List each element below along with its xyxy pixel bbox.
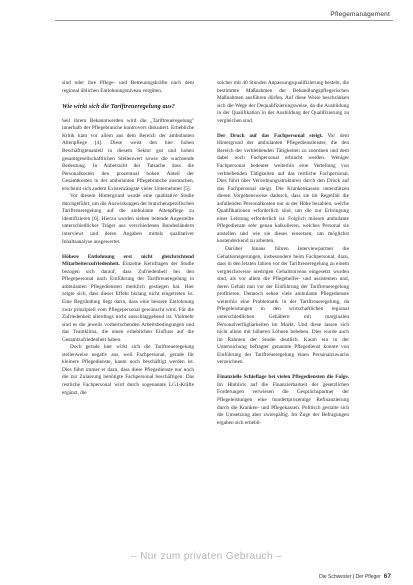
paragraph: Darüber hinaus führen Interviewpartner die Gehaltssteigerungen, insbesondere beim Fachpersonal, dazu, dass in den letzten Jahren vor der Tariftreueregelung zu einem vergleichsweise niedrigen Gehaltsniveau eingesetzt wurden sind, als vor allem die Pflegehelfer- und assistenten und, deren Gehalt nun vor der Einführung der Tariftreueregelung profitieren. Dennoch sehen viele ambulante Pflegedienste weiterhin eine Problematik in der Tariftreueregelung, da Pflegeleistungen in den wirtschaftlichen regional unterschiedlichen Gehältern mit marginalen Personalverfügbarkeiten im Markt. Und diese lassen sich nicht allein mit höheren Löhnen beheben. Dies wurde auch im Rahmen der Studie deutlich. Kaum ein in der Untersuchung befragter genannte Pflegedienst konnte von Einführung der Tariftreueregelung einen Personalzuwachs verzeichnen. [217,246,349,366]
paragraph: Vor diesem Hintergrund wurde eine qualitative Studie durchgeführt, um die Auswirkungen der branchenspezifischen Tariftreueregelung auf die ambulante Altenpflege zu identifizieren [6]. Hierzu wurden sieben leitende Angestellte unterschiedlicher Träger aus verschiedenen Bundesländern interviewt und deren Angaben mittels qualitativer Inhaltsanalyse ausgewertet. [62,193,194,245]
paragraph-lead: Höhere Entlohnung erst nicht gleichrichtend Mitarbeiterzufriedenheit. [62,253,194,268]
header-rule [55,20,393,21]
paragraph-lead: Finanzielle Schieflage bei vielen Pflegediensten die Folge. [217,374,349,381]
paragraph-with-lead [217,374,349,427]
paragraph-body: Einzelne Kernfragen der Studie bezogen sich darauf, dass Zufriedenheit bei den Pflegepersonal nach Einführung der Tariftreueregelung in ambulanten Pflegediensten merklich gestiegen hat. Hier zeigte sich, dass dieser Effekt bislang nicht eingetreten ist. Eine Begründung liegt darin, dass eine bessere Entlohnung zwar prinzipiell vom Pflegepersonal gewünscht wird. Für die Zufriedenheit allerdings nicht ausschlaggebend ist. Vielmehr sind es die jeweils vorherrschenden Arbeitsbedingungen und das Teamklima, die einen erheblichen Einfluss auf die Gesamtzufriedenheit haben. [62,261,194,343]
paragraph-body: Vor dem Hintergrund der ambulanten Pflegedienstleister, die den Bereich der verbleibenden Tätigkeiten zu zuordnen und dem dabei noch Fachpersonal erbracht werden. Weniger Fachpersonal bedeutet weiterhin eine Verteilung von verbleibenden Tätigkeiten auf das restliche Fachpersonal. Dies führt über Verordnungsstrukturen durch den Druck auf das Fachpersonal steigt. Die Krankenkassen unterstützen diesen Vorgehensweise dadurch, dass sie im Regelfall die anfallenden Personalkosten nur in der Höhe bezahlen, welche Qualifikationen erforderlich sind, um die zur Erbringung einer Leistung erforderlich ist. Folglich müssen ambulante Pflegedienste sehr genau kalkulieren, welches Personal sie anstellen und wie sie dieses einsetzen, um möglichst kostendeckend zu arbeiten. [217,132,349,245]
paragraph-with-lead [217,133,349,246]
paragraph: Seit ihrem Bekanntwerden wird die „Tariftreueregelung" innerhalb der Pflegebranche kontrovers diskutiert. Erhebliche Kritik kam vor allem aus dem Bereich der ambulanten Altenpflege [4]. Diese weist den hier hohen Beschäftigtenanteil in diesem Sektor gut und hohen gesamtgesellschaftlichen Stellenwert sowie die wachsende Bedeutung. In Anbetracht der Tatsache dass die Personalkosten den prozentual hohen Anteil der Gesamtkosten in der ambulanten Pflegebranche ausmachen, erscheint sich zudem Existenzängste vieler Unternehmer [5]. [62,117,194,192]
paragraph-with-lead [62,254,194,345]
paragraph-lead: Der Druck auf das Fachpersonal steigt. [217,132,323,139]
watermark: – Nur zum privaten Gebrauch – [130,551,283,562]
page-number: 67 [383,573,391,580]
right-column [217,80,349,427]
left-column [62,80,194,397]
section-label: Pflegemanagement [330,11,390,18]
page-footer [319,573,391,580]
paragraph: Doch gerade hier wirkt sich die Tariftreueregelung stellenweise negativ aus, weil Fachpersonal, gerade für kleinere Pflegedienste, kaum noch beschäftigt werden ist. Dies führt immer er dazu, dass diese Pflegedienste nur noch die zur Zulassung benötigte Fachpersonal beschäftigen. Das restliche Fachpersonal wird durch sogenannte LG1-Kräfte ergänzt, die [62,344,194,396]
paragraph-body: Im Hinblick auf die Finanzierbarkeit der gesetzlichen Forderungen verwiesen die Gesprächspartner der Pflegeleistungen eine hundertprozentige Refinanzierung durch die Kranken- und Pflegekassen. Politisch gestalte sich die Umsetzung aber zwiespältig. Im Zuge der Befragungen ergaben sich erhebli- [217,381,349,426]
paragraph: solcher mit 40 Stunden Anpassungsqualifizierung besteht, die bestimmte Maßnahmen der Behandlungspflegerischen Maßnahmen ausführen dürfen. Auf diese Weise beschränken sich die Wege der Dequalifizierungsweise, da die Ausbildung in der Qualifikation in der Ausbildung der Qualifizierung zu vergleichen sind. [217,80,349,124]
paragraph: sind oder ihre Pflege- und Betreuungskräfte nach dem regional üblichen Entlohnungsniveau vergüten. [62,80,194,94]
section-heading: Wie wirkt sich die Tariftreueregelung aus? [62,102,175,110]
journal-name: Die Schwester | Der Pfleger [319,574,381,580]
